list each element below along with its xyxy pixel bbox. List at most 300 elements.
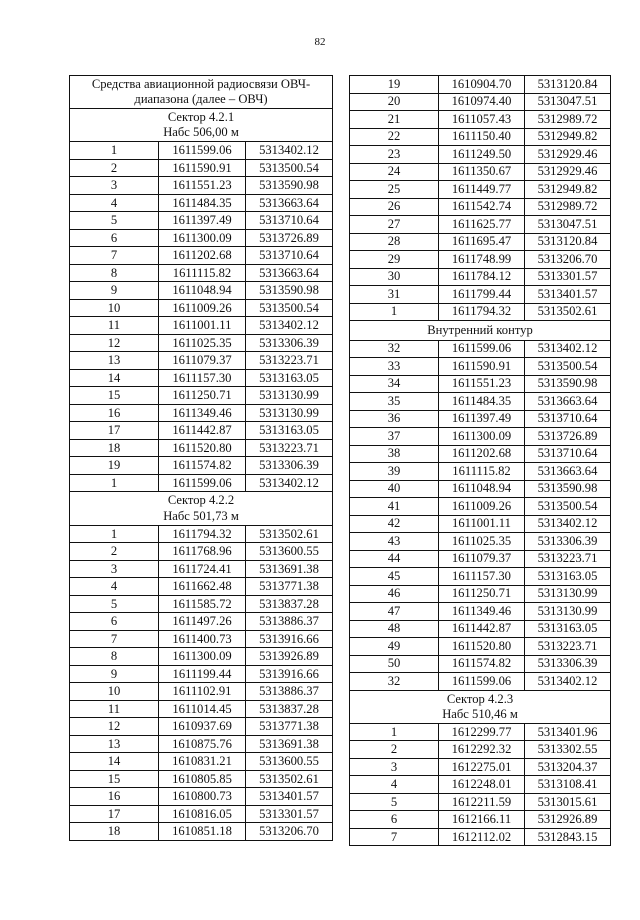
- coordinate-row: [350, 603, 611, 621]
- x-coordinate-cell: 1611397.49: [159, 212, 246, 230]
- point-number-cell: 16: [70, 404, 159, 422]
- y-coordinate-cell: 5312843.15: [525, 828, 611, 846]
- point-number-cell: 5: [350, 793, 439, 811]
- coordinate-row: [70, 194, 333, 212]
- point-number-cell: 2: [70, 543, 159, 561]
- y-coordinate-cell: 5313691.38: [246, 735, 333, 753]
- point-number-cell: 13: [70, 352, 159, 370]
- header-line: Hабс 510,46 м: [442, 706, 518, 721]
- y-coordinate-cell: 5313771.38: [246, 578, 333, 596]
- x-coordinate-cell: 1611551.23: [439, 375, 525, 393]
- point-number-cell: 1: [350, 303, 439, 321]
- x-coordinate-cell: 1611784.12: [439, 268, 525, 286]
- x-coordinate-cell: 1611048.94: [439, 480, 525, 498]
- x-coordinate-cell: 1611025.35: [439, 533, 525, 551]
- coordinate-row: [70, 422, 333, 440]
- point-number-cell: 31: [350, 286, 439, 304]
- x-coordinate-cell: 1611799.44: [439, 286, 525, 304]
- point-number-cell: 12: [70, 718, 159, 736]
- point-number-cell: 40: [350, 480, 439, 498]
- x-coordinate-cell: 1611250.71: [439, 585, 525, 603]
- y-coordinate-cell: 5313306.39: [246, 334, 333, 352]
- coordinates-table-left: [69, 75, 333, 841]
- y-coordinate-cell: 5313663.64: [525, 463, 611, 481]
- y-coordinate-cell: 5313120.84: [525, 233, 611, 251]
- point-number-cell: 47: [350, 603, 439, 621]
- coordinate-row: [70, 543, 333, 561]
- point-number-cell: 46: [350, 585, 439, 603]
- coordinate-row: [350, 233, 611, 251]
- point-number-cell: 15: [70, 387, 159, 405]
- coordinate-row: [350, 358, 611, 376]
- x-coordinate-cell: 1611574.82: [439, 655, 525, 673]
- x-coordinate-cell: 1611520.80: [159, 439, 246, 457]
- point-number-cell: 4: [70, 194, 159, 212]
- y-coordinate-cell: 5313710.64: [246, 212, 333, 230]
- y-coordinate-cell: 5313502.61: [525, 303, 611, 321]
- y-coordinate-cell: 5313306.39: [525, 533, 611, 551]
- coordinate-row: [70, 177, 333, 195]
- point-number-cell: 18: [70, 439, 159, 457]
- x-coordinate-cell: 1611057.43: [439, 111, 525, 129]
- coordinate-row: [70, 578, 333, 596]
- point-number-cell: 36: [350, 410, 439, 428]
- y-coordinate-cell: 5313726.89: [525, 428, 611, 446]
- y-coordinate-cell: 5313837.28: [246, 595, 333, 613]
- x-coordinate-cell: 1611768.96: [159, 543, 246, 561]
- y-coordinate-cell: 5313663.64: [246, 264, 333, 282]
- y-coordinate-cell: 5313223.71: [525, 550, 611, 568]
- y-coordinate-cell: 5313163.05: [525, 620, 611, 638]
- y-coordinate-cell: 5313401.57: [525, 286, 611, 304]
- x-coordinate-cell: 1611585.72: [159, 595, 246, 613]
- coordinate-row: [350, 655, 611, 673]
- coordinate-row: [70, 525, 333, 543]
- y-coordinate-cell: 5313306.39: [246, 457, 333, 475]
- x-coordinate-cell: 1611150.40: [439, 128, 525, 146]
- x-coordinate-cell: 1611695.47: [439, 233, 525, 251]
- point-number-cell: 35: [350, 393, 439, 411]
- y-coordinate-cell: 5313500.54: [525, 358, 611, 376]
- coordinate-row: [350, 146, 611, 164]
- point-number-cell: 1: [350, 723, 439, 741]
- y-coordinate-cell: 5312949.82: [525, 181, 611, 199]
- coordinate-row: [70, 683, 333, 701]
- y-coordinate-cell: 5313306.39: [525, 655, 611, 673]
- y-coordinate-cell: 5313710.64: [246, 247, 333, 265]
- point-number-cell: 1: [70, 474, 159, 492]
- y-coordinate-cell: 5313047.51: [525, 216, 611, 234]
- x-coordinate-cell: 1611250.71: [159, 387, 246, 405]
- point-number-cell: 2: [70, 159, 159, 177]
- point-number-cell: 19: [350, 76, 439, 94]
- x-coordinate-cell: 1611202.68: [159, 247, 246, 265]
- point-number-cell: 17: [70, 805, 159, 823]
- x-coordinate-cell: 1611199.44: [159, 665, 246, 683]
- coordinate-row: [350, 463, 611, 481]
- section-header: [350, 321, 611, 341]
- coordinate-row: [70, 439, 333, 457]
- coordinate-row: [70, 474, 333, 492]
- coordinate-row: [70, 560, 333, 578]
- point-number-cell: 38: [350, 445, 439, 463]
- coordinate-row: [350, 410, 611, 428]
- coordinate-row: [70, 700, 333, 718]
- y-coordinate-cell: 5313223.71: [525, 638, 611, 656]
- x-coordinate-cell: 1611157.30: [159, 369, 246, 387]
- point-number-cell: 29: [350, 251, 439, 269]
- x-coordinate-cell: 1612166.11: [439, 811, 525, 829]
- coordinate-row: [350, 128, 611, 146]
- y-coordinate-cell: 5313120.84: [525, 76, 611, 94]
- point-number-cell: 3: [70, 560, 159, 578]
- point-number-cell: 49: [350, 638, 439, 656]
- y-coordinate-cell: 5313916.66: [246, 630, 333, 648]
- y-coordinate-cell: 5313015.61: [525, 793, 611, 811]
- coordinate-row: [350, 828, 611, 846]
- x-coordinate-cell: 1611079.37: [159, 352, 246, 370]
- point-number-cell: 6: [70, 229, 159, 247]
- point-number-cell: 19: [70, 457, 159, 475]
- coordinate-row: [70, 264, 333, 282]
- header-line: Hабс 501,73 м: [163, 508, 239, 523]
- point-number-cell: 5: [70, 212, 159, 230]
- coordinate-row: [350, 620, 611, 638]
- section-header: [350, 690, 611, 723]
- x-coordinate-cell: 1611599.06: [439, 340, 525, 358]
- y-coordinate-cell: 5313502.61: [246, 525, 333, 543]
- x-coordinate-cell: 1611520.80: [439, 638, 525, 656]
- coordinate-row: [350, 445, 611, 463]
- x-coordinate-cell: 1611009.26: [159, 299, 246, 317]
- x-coordinate-cell: 1611542.74: [439, 198, 525, 216]
- x-coordinate-cell: 1611748.99: [439, 251, 525, 269]
- x-coordinate-cell: 1611590.91: [439, 358, 525, 376]
- point-number-cell: 20: [350, 93, 439, 111]
- coordinate-row: [70, 718, 333, 736]
- x-coordinate-cell: 1611484.35: [439, 393, 525, 411]
- x-coordinate-cell: 1611014.45: [159, 700, 246, 718]
- point-number-cell: 15: [70, 770, 159, 788]
- y-coordinate-cell: 5313710.64: [525, 410, 611, 428]
- y-coordinate-cell: 5313600.55: [246, 753, 333, 771]
- point-number-cell: 25: [350, 181, 439, 199]
- x-coordinate-cell: 1611102.91: [159, 683, 246, 701]
- coordinate-row: [350, 181, 611, 199]
- coordinate-row: [70, 247, 333, 265]
- y-coordinate-cell: 5312929.46: [525, 146, 611, 164]
- coordinate-row: [350, 268, 611, 286]
- y-coordinate-cell: 5313130.99: [246, 404, 333, 422]
- point-number-cell: 2: [350, 741, 439, 759]
- x-coordinate-cell: 1610937.69: [159, 718, 246, 736]
- point-number-cell: 11: [70, 317, 159, 335]
- point-number-cell: 1: [70, 142, 159, 160]
- section-header-row: [350, 690, 611, 723]
- coordinate-row: [70, 142, 333, 160]
- x-coordinate-cell: 1611349.46: [439, 603, 525, 621]
- x-coordinate-cell: 1611484.35: [159, 194, 246, 212]
- point-number-cell: 18: [70, 823, 159, 841]
- x-coordinate-cell: 1612275.01: [439, 758, 525, 776]
- section-header: [70, 492, 333, 525]
- section-header-row: [70, 492, 333, 525]
- coordinate-row: [350, 216, 611, 234]
- coordinate-row: [350, 811, 611, 829]
- x-coordinate-cell: 1611115.82: [159, 264, 246, 282]
- y-coordinate-cell: 5313500.54: [246, 299, 333, 317]
- point-number-cell: 50: [350, 655, 439, 673]
- point-number-cell: 8: [70, 264, 159, 282]
- x-coordinate-cell: 1610816.05: [159, 805, 246, 823]
- y-coordinate-cell: 5313886.37: [246, 683, 333, 701]
- coordinate-row: [70, 387, 333, 405]
- y-coordinate-cell: 5312949.82: [525, 128, 611, 146]
- x-coordinate-cell: 1611574.82: [159, 457, 246, 475]
- x-coordinate-cell: 1611048.94: [159, 282, 246, 300]
- point-number-cell: 6: [70, 613, 159, 631]
- coordinate-row: [70, 805, 333, 823]
- point-number-cell: 16: [70, 788, 159, 806]
- header-line: Сектор 4.2.3: [446, 691, 514, 706]
- point-number-cell: 44: [350, 550, 439, 568]
- coordinate-row: [350, 393, 611, 411]
- coordinate-row: [70, 665, 333, 683]
- coordinate-row: [350, 550, 611, 568]
- y-coordinate-cell: 5312989.72: [525, 111, 611, 129]
- coordinate-row: [350, 428, 611, 446]
- y-coordinate-cell: 5313223.71: [246, 352, 333, 370]
- y-coordinate-cell: 5313837.28: [246, 700, 333, 718]
- x-coordinate-cell: 1611350.67: [439, 163, 525, 181]
- coordinate-row: [350, 111, 611, 129]
- point-number-cell: 48: [350, 620, 439, 638]
- point-number-cell: 41: [350, 498, 439, 516]
- x-coordinate-cell: 1610974.40: [439, 93, 525, 111]
- point-number-cell: 34: [350, 375, 439, 393]
- x-coordinate-cell: 1611001.11: [439, 515, 525, 533]
- y-coordinate-cell: 5313502.61: [246, 770, 333, 788]
- y-coordinate-cell: 5313163.05: [246, 422, 333, 440]
- y-coordinate-cell: 5312926.89: [525, 811, 611, 829]
- y-coordinate-cell: 5313590.98: [246, 282, 333, 300]
- point-number-cell: 45: [350, 568, 439, 586]
- coordinate-row: [350, 758, 611, 776]
- y-coordinate-cell: 5313500.54: [525, 498, 611, 516]
- y-coordinate-cell: 5313047.51: [525, 93, 611, 111]
- coordinate-row: [350, 673, 611, 691]
- header-line: Сектор 4.2.2: [167, 493, 235, 508]
- coordinate-row: [70, 229, 333, 247]
- x-coordinate-cell: 1612292.32: [439, 741, 525, 759]
- coordinate-row: [70, 212, 333, 230]
- coordinate-row: [350, 198, 611, 216]
- y-coordinate-cell: 5313590.98: [525, 375, 611, 393]
- x-coordinate-cell: 1610805.85: [159, 770, 246, 788]
- point-number-cell: 6: [350, 811, 439, 829]
- coordinate-row: [350, 776, 611, 794]
- x-coordinate-cell: 1611625.77: [439, 216, 525, 234]
- coordinate-row: [70, 317, 333, 335]
- x-coordinate-cell: 1610904.70: [439, 76, 525, 94]
- x-coordinate-cell: 1612211.59: [439, 793, 525, 811]
- coordinate-row: [350, 723, 611, 741]
- y-coordinate-cell: 5312929.46: [525, 163, 611, 181]
- y-coordinate-cell: 5313401.57: [246, 788, 333, 806]
- point-number-cell: 14: [70, 369, 159, 387]
- point-number-cell: 7: [70, 247, 159, 265]
- coordinate-row: [70, 595, 333, 613]
- point-number-cell: 3: [70, 177, 159, 195]
- x-coordinate-cell: 1611300.09: [159, 229, 246, 247]
- coordinate-row: [70, 630, 333, 648]
- x-coordinate-cell: 1611400.73: [159, 630, 246, 648]
- point-number-cell: 14: [70, 753, 159, 771]
- point-number-cell: 24: [350, 163, 439, 181]
- y-coordinate-cell: 5313726.89: [246, 229, 333, 247]
- point-number-cell: 13: [70, 735, 159, 753]
- y-coordinate-cell: 5313206.70: [525, 251, 611, 269]
- y-coordinate-cell: 5313402.12: [525, 515, 611, 533]
- x-coordinate-cell: 1611449.77: [439, 181, 525, 199]
- coordinate-row: [70, 352, 333, 370]
- point-number-cell: 10: [70, 299, 159, 317]
- x-coordinate-cell: 1610831.21: [159, 753, 246, 771]
- x-coordinate-cell: 1611249.50: [439, 146, 525, 164]
- x-coordinate-cell: 1611662.48: [159, 578, 246, 596]
- page-number: 82: [314, 36, 326, 48]
- x-coordinate-cell: 1611724.41: [159, 560, 246, 578]
- point-number-cell: 11: [70, 700, 159, 718]
- y-coordinate-cell: 5313402.12: [525, 340, 611, 358]
- coordinate-row: [350, 638, 611, 656]
- coordinate-row: [350, 480, 611, 498]
- y-coordinate-cell: 5313402.12: [246, 474, 333, 492]
- coordinate-row: [350, 568, 611, 586]
- point-number-cell: 17: [70, 422, 159, 440]
- y-coordinate-cell: 5313301.57: [246, 805, 333, 823]
- coordinate-row: [70, 770, 333, 788]
- section-header-row: [350, 321, 611, 341]
- x-coordinate-cell: 1612248.01: [439, 776, 525, 794]
- coordinate-row: [350, 251, 611, 269]
- title-line: Средства авиационной радиосвязи ОВЧ-: [91, 77, 311, 91]
- point-number-cell: 7: [70, 630, 159, 648]
- y-coordinate-cell: 5313402.12: [246, 142, 333, 160]
- coordinate-row: [350, 533, 611, 551]
- point-number-cell: 43: [350, 533, 439, 551]
- coordinate-row: [70, 823, 333, 841]
- title-line: диапазона (далее – ОВЧ): [134, 92, 268, 107]
- coordinate-row: [350, 585, 611, 603]
- point-number-cell: 10: [70, 683, 159, 701]
- x-coordinate-cell: 1611442.87: [439, 620, 525, 638]
- x-coordinate-cell: 1611025.35: [159, 334, 246, 352]
- point-number-cell: 7: [350, 828, 439, 846]
- coordinate-row: [70, 299, 333, 317]
- y-coordinate-cell: 5313130.99: [525, 603, 611, 621]
- point-number-cell: 4: [70, 578, 159, 596]
- x-coordinate-cell: 1611551.23: [159, 177, 246, 195]
- point-number-cell: 30: [350, 268, 439, 286]
- y-coordinate-cell: 5313691.38: [246, 560, 333, 578]
- point-number-cell: 32: [350, 673, 439, 691]
- table-title: [70, 76, 333, 109]
- coordinate-row: [350, 76, 611, 94]
- x-coordinate-cell: 1611590.91: [159, 159, 246, 177]
- x-coordinate-cell: 1611794.32: [159, 525, 246, 543]
- y-coordinate-cell: 5313130.99: [246, 387, 333, 405]
- x-coordinate-cell: 1611397.49: [439, 410, 525, 428]
- coordinates-table-right: [349, 75, 611, 846]
- point-number-cell: 21: [350, 111, 439, 129]
- header-line: Hабс 506,00 м: [163, 125, 239, 140]
- point-number-cell: 42: [350, 515, 439, 533]
- coordinate-row: [350, 741, 611, 759]
- y-coordinate-cell: 5313402.12: [246, 317, 333, 335]
- y-coordinate-cell: 5313600.55: [246, 543, 333, 561]
- y-coordinate-cell: 5312989.72: [525, 198, 611, 216]
- y-coordinate-cell: 5313302.55: [525, 741, 611, 759]
- point-number-cell: 4: [350, 776, 439, 794]
- point-number-cell: 5: [70, 595, 159, 613]
- point-number-cell: 37: [350, 428, 439, 446]
- x-coordinate-cell: 1612299.77: [439, 723, 525, 741]
- coordinate-row: [70, 788, 333, 806]
- x-coordinate-cell: 1611599.06: [159, 474, 246, 492]
- x-coordinate-cell: 1610875.76: [159, 735, 246, 753]
- x-coordinate-cell: 1611157.30: [439, 568, 525, 586]
- point-number-cell: 23: [350, 146, 439, 164]
- y-coordinate-cell: 5313710.64: [525, 445, 611, 463]
- point-number-cell: 32: [350, 340, 439, 358]
- coordinate-row: [70, 457, 333, 475]
- coordinate-row: [70, 159, 333, 177]
- x-coordinate-cell: 1611300.09: [159, 648, 246, 666]
- coordinate-row: [350, 793, 611, 811]
- section-header-row: [70, 109, 333, 142]
- point-number-cell: 1: [70, 525, 159, 543]
- x-coordinate-cell: 1611009.26: [439, 498, 525, 516]
- section-header: [70, 109, 333, 142]
- x-coordinate-cell: 1611497.26: [159, 613, 246, 631]
- x-coordinate-cell: 1611599.06: [159, 142, 246, 160]
- point-number-cell: 39: [350, 463, 439, 481]
- coordinate-row: [350, 93, 611, 111]
- y-coordinate-cell: 5313163.05: [246, 369, 333, 387]
- x-coordinate-cell: 1612112.02: [439, 828, 525, 846]
- coordinate-row: [70, 369, 333, 387]
- point-number-cell: 26: [350, 198, 439, 216]
- coordinate-row: [350, 515, 611, 533]
- y-coordinate-cell: 5313886.37: [246, 613, 333, 631]
- point-number-cell: 9: [70, 282, 159, 300]
- table-title-row: [70, 76, 333, 109]
- x-coordinate-cell: 1610851.18: [159, 823, 246, 841]
- coordinate-row: [70, 648, 333, 666]
- coordinate-row: [70, 735, 333, 753]
- y-coordinate-cell: 5313402.12: [525, 673, 611, 691]
- x-coordinate-cell: 1611202.68: [439, 445, 525, 463]
- y-coordinate-cell: 5313663.64: [246, 194, 333, 212]
- y-coordinate-cell: 5313590.98: [246, 177, 333, 195]
- point-number-cell: 12: [70, 334, 159, 352]
- y-coordinate-cell: 5313204.37: [525, 758, 611, 776]
- y-coordinate-cell: 5313916.66: [246, 665, 333, 683]
- x-coordinate-cell: 1611599.06: [439, 673, 525, 691]
- point-number-cell: 8: [70, 648, 159, 666]
- x-coordinate-cell: 1611079.37: [439, 550, 525, 568]
